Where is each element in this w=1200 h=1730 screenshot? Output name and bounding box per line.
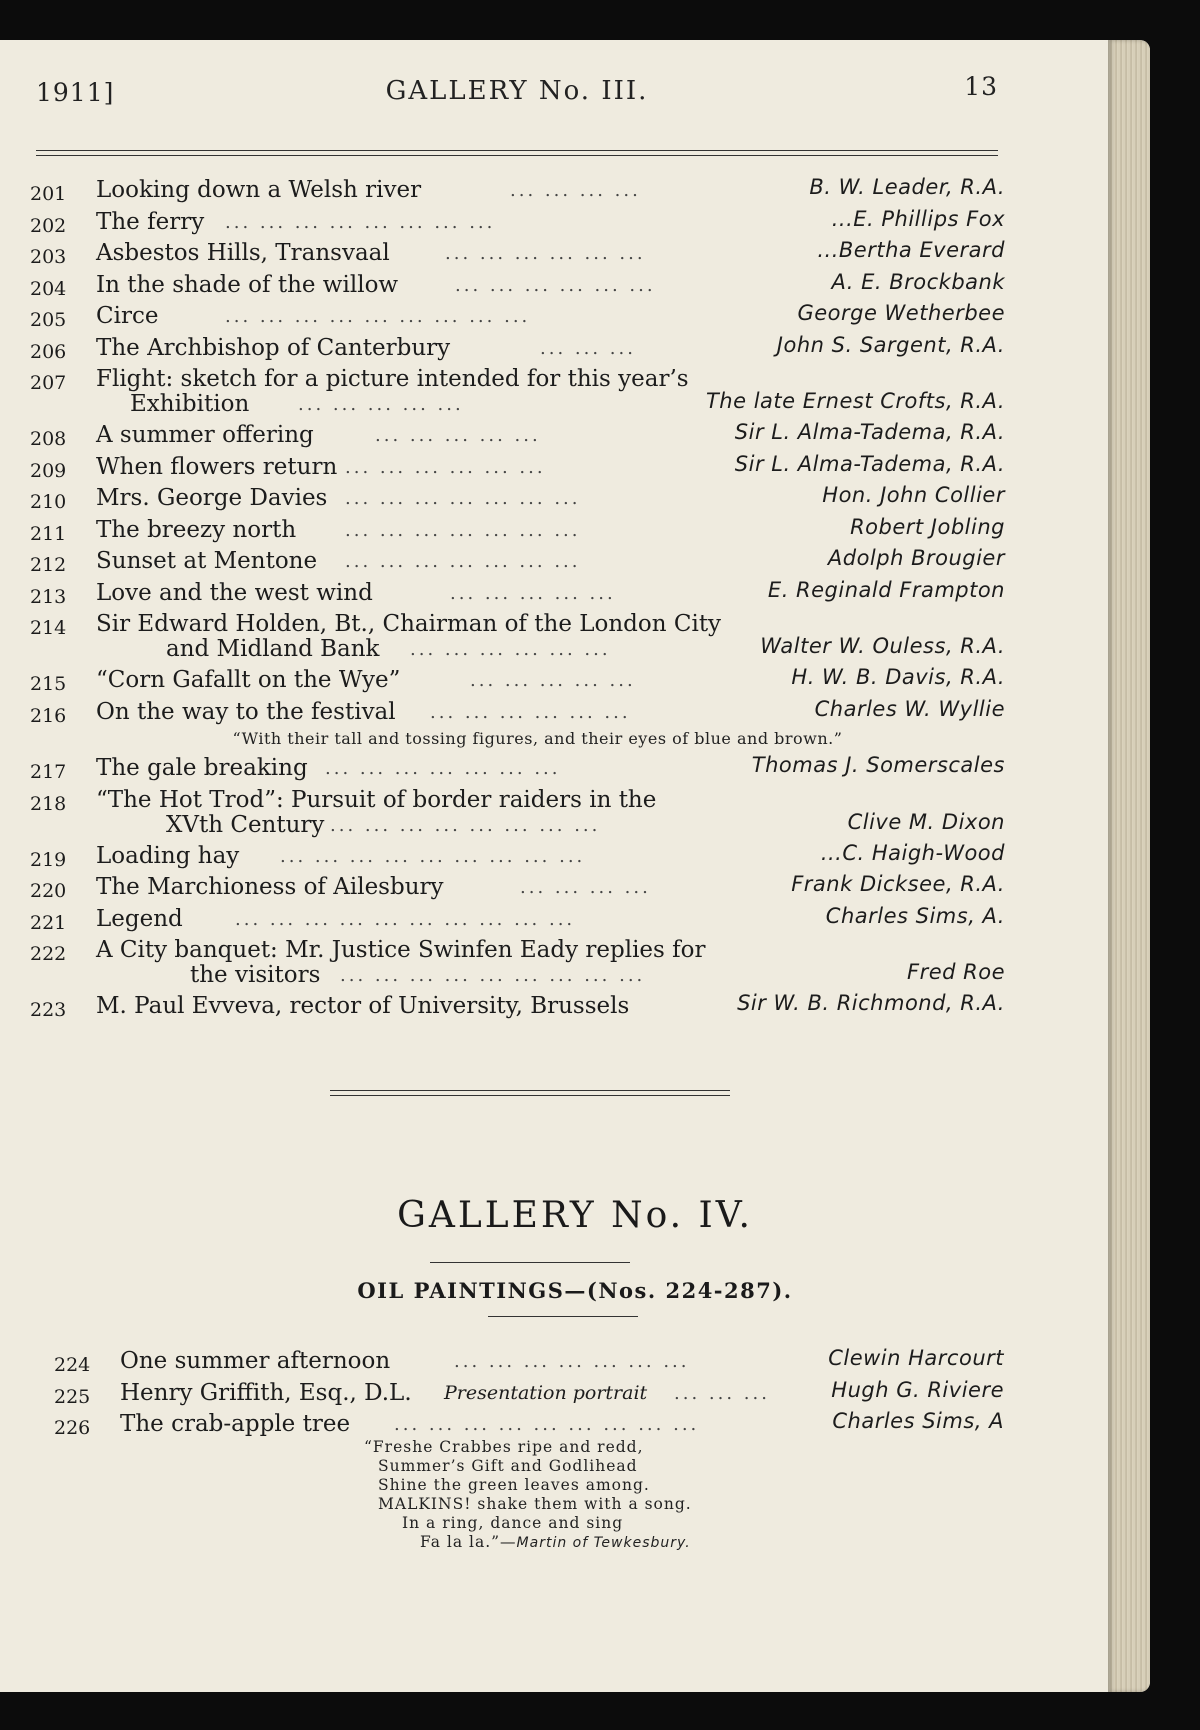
item-title: Love and the west wind [96,579,373,606]
leader-dots: ... ... ... ... ... [298,394,464,415]
item-title: Sunset at Mentone [96,548,318,574]
item-artist: Charles W. Wyllie [814,696,1005,721]
leader-dots: ... ... ... ... ... [470,670,636,691]
list-item [30,841,1005,873]
list-item [30,753,1005,785]
list-item [30,697,1005,729]
list-item [30,609,1005,665]
item-artist: Clive M. Dixon [847,809,1005,834]
list-item [30,872,1005,904]
leader-dots: ... ... ... ... ... ... ... ... ... ... [235,908,576,930]
item-artist: Hon. John Collier [822,483,1005,507]
list-item [30,207,1005,239]
item-title: Sir Edward Holden, Bt., Chairman of the London City [96,611,722,637]
item-title: Legend [96,905,183,932]
item-number: 218 [30,792,67,815]
item-artist: Sir L. Alma-Tadema, R.A. [734,451,1005,476]
item-number: 205 [30,309,67,331]
list-item [54,1346,1004,1378]
item-artist: Thomas J. Somerscales [751,753,1005,777]
subtitle-underline [488,1316,638,1317]
item-artist: H. W. B. Davis, R.A. [791,665,1005,689]
leader-dots: ... ... ... ... ... ... ... ... [225,211,496,233]
item-number: 210 [30,491,67,513]
list-item [30,364,1005,420]
item-number: 215 [30,673,67,695]
list-item [30,785,1005,841]
item-number: 224 [54,1354,91,1376]
item-artist: Charles Sims, A. [825,903,1005,928]
leader-dots: ... ... ... ... ... ... ... ... ... [280,845,586,867]
leader-dots: ... ... ... [540,337,636,359]
item-number: 222 [30,943,67,965]
item-title: Circe [96,303,159,329]
item-number: 214 [30,617,67,639]
verse-line: In a ring, dance and sing [402,1514,624,1532]
item-number: 220 [30,880,67,902]
item-title: The Marchioness of Ailesbury [96,874,444,900]
leader-dots: ... ... ... ... ... ... ... [454,1351,690,1372]
item-artist: E. Reginald Frampton [767,577,1005,602]
item-number: 219 [30,848,67,871]
item-artist: Sir W. B. Richmond, R.A. [737,991,1005,1015]
list-item [54,1378,1004,1410]
item-number: 226 [54,1417,91,1439]
quote-216: “With their tall and tossing figures, and their eyes of blue and brown.” [232,729,843,748]
item-artist: The late Ernest Crofts, R.A. [705,389,1005,413]
item-number: 212 [30,554,67,576]
item-number: 216 [30,704,67,727]
item-title-continued: Exhibition [130,391,250,417]
gallery-4-subtitle: OIL PAINTINGS—(Nos. 224-287). [357,1278,793,1303]
verse-attribution: Martin of Tewkesbury. [516,1535,691,1551]
list-item [30,483,1005,515]
item-number: 225 [54,1385,91,1408]
running-header [36,72,998,112]
item-title: Loading hay [96,842,240,869]
item-title: A City banquet: Mr. Justice Swinfen Eady replies for [96,937,706,963]
item-artist: ...Bertha Everard [817,238,1005,262]
item-artist: Sir L. Alma-Tadema, R.A. [734,420,1005,444]
header-year: 1911] [36,78,115,107]
item-title: On the way to the festival [96,698,396,725]
list-item [30,420,1005,452]
header-title: GALLERY No. III. [385,76,649,106]
item-title-continued: and Midland Bank [166,636,380,662]
header-rule [36,150,998,156]
leader-dots: ... ... ... [674,1382,770,1404]
item-artist: John S. Sargent, R.A. [776,332,1005,357]
leader-dots: ... ... ... ... ... ... [430,701,631,723]
item-title: Flight: sketch for a picture intended for this year’s [96,366,689,392]
leader-dots: ... ... ... ... ... ... ... ... ... [394,1414,700,1435]
item-title: A summer offering [96,422,314,448]
item-artist: Hugh G. Riviere [831,1377,1004,1402]
leader-dots: ... ... ... ... ... ... ... ... ... [225,306,531,327]
verse-line: “Freshe Crabbes ripe and redd, [364,1438,644,1456]
item-artist: Fred Roe [907,960,1005,984]
item-artist: Charles Sims, A [832,1409,1004,1433]
item-number: 201 [30,183,67,205]
item-number: 204 [30,277,67,300]
item-title-continued: XVth Century [166,811,325,838]
item-title: Looking down a Welsh river [96,177,422,203]
item-number: 203 [30,246,67,268]
item-artist: A. E. Brockbank [831,269,1005,294]
leader-dots: ... ... ... ... ... ... [455,274,656,296]
item-artist: B. W. Leader, R.A. [809,175,1005,199]
leader-dots: ... ... ... ... ... ... [345,456,546,478]
item-title: The Archbishop of Canterbury [96,334,451,361]
item-title: The gale breaking [96,755,308,781]
item-number: 211 [30,522,67,545]
section-divider [330,1090,730,1096]
list-item [30,301,1005,333]
item-number: 217 [30,761,67,783]
item-artist: Robert Jobling [850,514,1005,539]
item-title: Asbestos Hills, Transvaal [96,240,390,266]
leader-dots: ... ... ... ... ... ... ... ... ... [340,965,646,986]
list-item [30,333,1005,365]
item-title: The crab-apple tree [120,1411,351,1437]
item-title: Henry Griffith, Esq., D.L. [120,1379,412,1406]
item-artist: ...C. Haigh-Wood [820,840,1005,865]
list-item [30,270,1005,302]
item-artist: Adolph Brougier [827,546,1005,570]
list-item [30,175,1005,207]
title-underline [430,1262,630,1263]
item-artist: Clewin Harcourt [828,1346,1004,1370]
item-number: 213 [30,585,67,608]
item-title: “The Hot Trod”: Pursuit of border raiders in the [96,786,657,813]
list-item [30,515,1005,547]
item-number: 206 [30,340,67,363]
item-title: In the shade of the willow [96,271,399,298]
item-artist: George Wetherbee [797,301,1005,325]
item-artist: ...E. Phillips Fox [831,206,1005,231]
list-item [30,904,1005,936]
gallery-3-list [30,175,1005,1023]
verse-line: Shine the green leaves among. [378,1476,650,1494]
item-number: 209 [30,459,67,482]
leader-dots: ... ... ... ... ... ... ... [345,519,581,541]
item-artist: Walter W. Ouless, R.A. [760,634,1005,658]
leader-dots: ... ... ... ... ... [450,582,616,604]
leader-dots: ... ... ... ... [510,180,641,201]
item-title: One summer afternoon [120,1348,391,1374]
leader-dots: ... ... ... ... ... ... ... [345,488,581,509]
leader-dots: ... ... ... ... [520,877,651,898]
item-note: Presentation portrait [444,1381,648,1404]
item-title: The breezy north [96,516,297,543]
item-title: “Corn Gafallt on the Wye” [96,667,401,693]
item-artist: Frank Dicksee, R.A. [791,872,1005,896]
list-item [30,578,1005,610]
leader-dots: ... ... ... ... ... ... ... ... [330,814,601,836]
item-title-continued: the visitors [190,962,321,988]
list-item [30,546,1005,578]
item-title: When flowers return [96,453,338,480]
item-number: 223 [30,999,67,1021]
leader-dots: ... ... ... ... ... ... [410,639,611,660]
item-title: M. Paul Evveva, rector of University, Brussels [96,993,630,1019]
leader-dots: ... ... ... ... ... ... [445,243,646,264]
leader-dots: ... ... ... ... ... [375,425,541,446]
list-item [30,991,1005,1023]
gallery-4-list [54,1346,1004,1441]
gallery-4-title: GALLERY No. IV. [397,1195,753,1236]
verse-226 [364,1438,692,1553]
list-item [30,452,1005,484]
list-item [30,935,1005,991]
item-number: 202 [30,214,67,237]
page-number: 13 [964,72,998,101]
item-title: The ferry [96,208,205,235]
item-number: 221 [30,911,67,934]
list-item [30,665,1005,697]
item-number: 208 [30,428,67,450]
item-title: Mrs. George Davies [96,485,328,511]
verse-line: MALKINS! shake them with a song. [378,1495,692,1513]
item-number: 207 [30,372,67,394]
list-item [54,1409,1004,1441]
verse-line: Fa la la.”— [420,1533,517,1551]
page-edges [1108,40,1150,1692]
verse-line: Summer’s Gift and Godlihead [378,1457,638,1475]
leader-dots: ... ... ... ... ... ... ... [345,551,581,572]
list-item [30,238,1005,270]
leader-dots: ... ... ... ... ... ... ... [325,758,561,779]
